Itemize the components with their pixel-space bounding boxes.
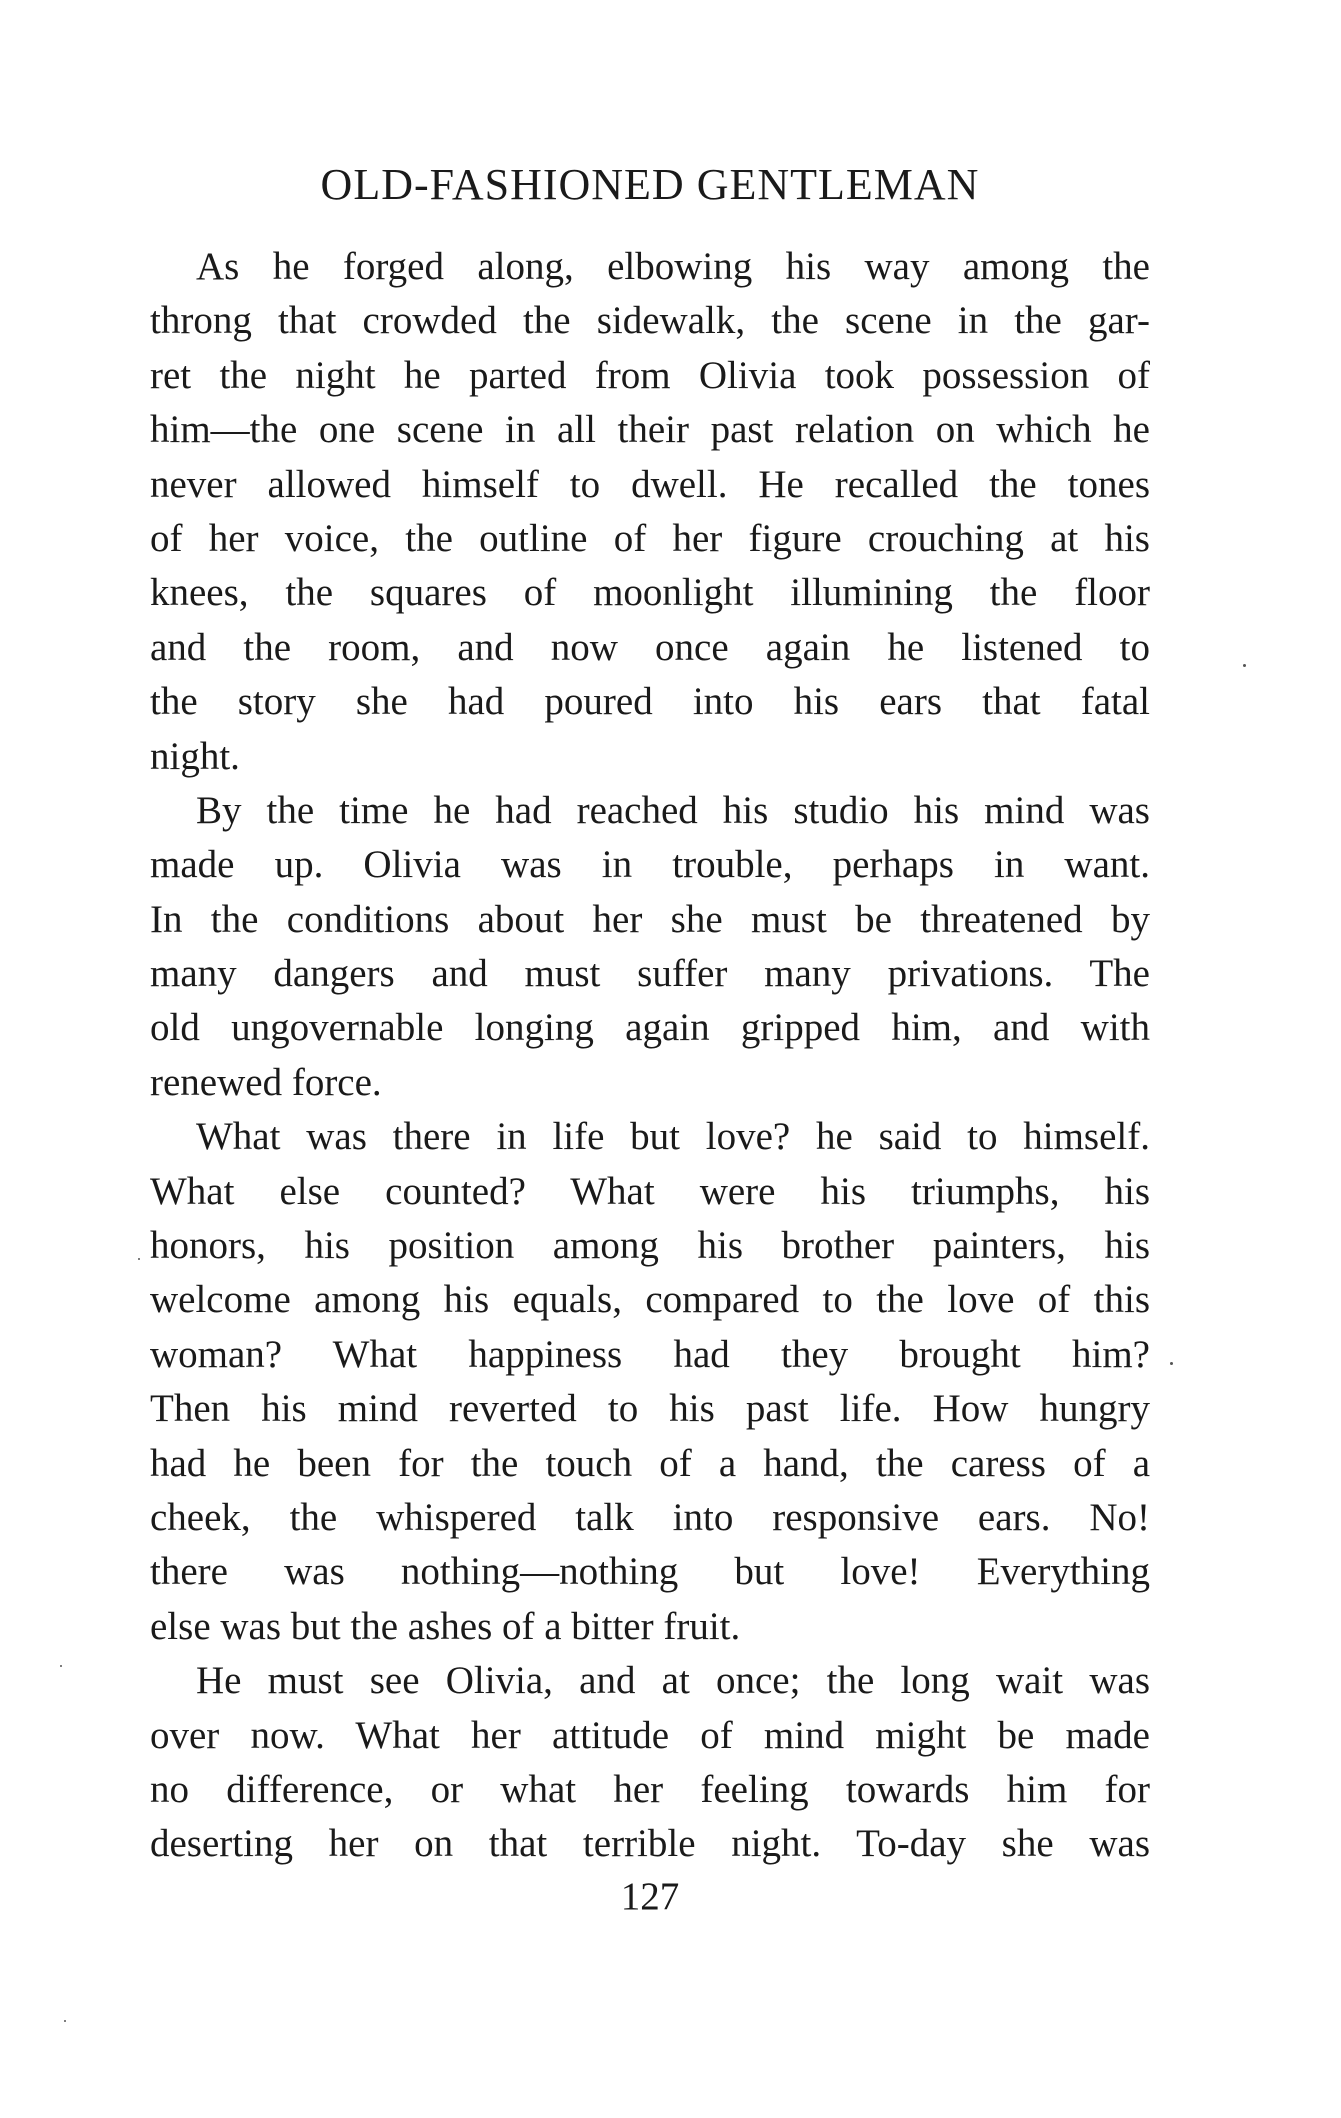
- text-line: Then his mind reverted to his past life. How hungry: [150, 1387, 1150, 1431]
- text-line: of her voice, the outline of her figure crouching at his: [150, 516, 1150, 560]
- text-line: old ungovernable longing again gripped him, and with: [150, 1006, 1150, 1050]
- text-line: throng that crowded the sidewalk, the scene in the gar-: [150, 299, 1150, 343]
- text-line: and the room, and now once again he listened to: [150, 625, 1150, 669]
- scan-speck: [1243, 664, 1246, 667]
- scan-speck: [64, 2020, 66, 2022]
- text-line: He must see Olivia, and at once; the long wait was: [196, 1659, 1150, 1703]
- text-line: else was but the ashes of a bitter fruit.: [150, 1604, 741, 1648]
- text-line: deserting her on that terrible night. To-day she was: [150, 1822, 1150, 1866]
- text-line: no difference, or what her feeling towards him for: [150, 1767, 1150, 1811]
- text-line: What was there in life but love? he said to himself.: [196, 1115, 1150, 1159]
- text-line: As he forged along, elbowing his way among the: [196, 245, 1150, 288]
- text-line: What else counted? What were his triumphs, his: [150, 1169, 1150, 1213]
- page-number: 127: [620, 1875, 680, 1918]
- text-line: woman? What happiness had they brought him?: [150, 1332, 1150, 1376]
- scan-speck: [138, 1258, 140, 1260]
- body-text: [150, 240, 1150, 1872]
- scan-speck: [60, 1665, 62, 1667]
- text-line: knees, the squares of moonlight illumining the floor: [150, 571, 1150, 615]
- text-line: the story she had poured into his ears that fatal: [150, 680, 1150, 724]
- text-line: cheek, the whispered talk into responsive ears. No!: [150, 1495, 1150, 1539]
- text-line: over now. What her attitude of mind might be made: [150, 1713, 1150, 1757]
- running-head: OLD-FASHIONED GENTLEMAN: [320, 160, 980, 209]
- scan-speck: [1170, 1362, 1173, 1365]
- text-line: night.: [150, 734, 240, 778]
- text-line: In the conditions about her she must be threatened by: [150, 897, 1150, 941]
- text-line: By the time he had reached his studio his mind was: [196, 788, 1150, 832]
- text-line: made up. Olivia was in trouble, perhaps in want.: [150, 843, 1150, 887]
- text-line: renewed force.: [150, 1060, 382, 1104]
- text-line: him—the one scene in all their past relation on which he: [150, 408, 1150, 452]
- text-line: had he been for the touch of a hand, the caress of a: [150, 1441, 1150, 1485]
- text-line: never allowed himself to dwell. He recalled the tones: [150, 462, 1150, 506]
- text-line: many dangers and must suffer many privations. The: [150, 952, 1150, 996]
- text-line: ret the night he parted from Olivia took possession of: [150, 353, 1150, 397]
- text-line: welcome among his equals, compared to the love of this: [150, 1278, 1150, 1322]
- text-line: there was nothing—nothing but love! Everything: [150, 1550, 1150, 1594]
- text-line: honors, his position among his brother painters, his: [150, 1224, 1150, 1268]
